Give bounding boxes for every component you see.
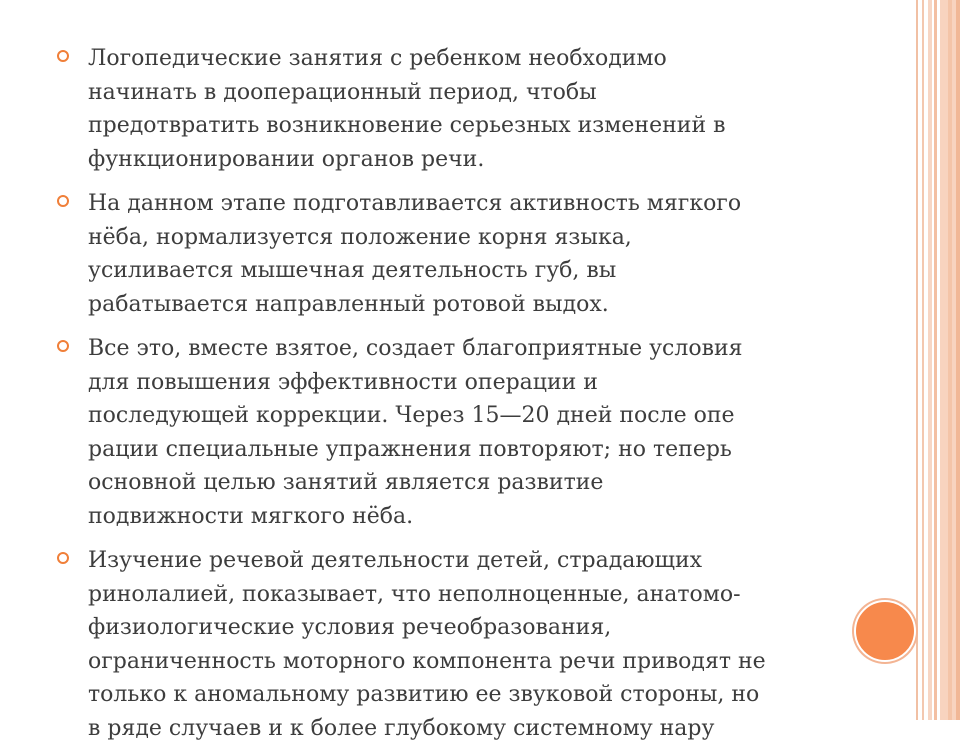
ring-bullet-icon	[57, 195, 69, 207]
ring-bullet-icon	[57, 552, 69, 564]
bullet-text-2	[88, 187, 837, 321]
bullet-line: начинать в дооперационный период, чтобы	[88, 79, 597, 105]
slide-content	[57, 42, 837, 756]
bullet-text-4	[88, 544, 837, 745]
stripe-3	[928, 0, 932, 720]
bullet-line: рабатывается направленный ротовой выдох.	[88, 291, 609, 317]
stripe-4	[934, 0, 937, 720]
bullet-list	[57, 42, 837, 745]
bullet-item-2	[57, 187, 837, 321]
stripe-2	[922, 0, 924, 720]
bullet-line: функционировании органов речи.	[88, 146, 485, 172]
ring-bullet-icon	[57, 340, 69, 352]
bullet-text-1	[88, 42, 837, 176]
bullet-line: нёба, нормализуется положение корня языка,	[88, 224, 632, 250]
bullet-line: усиливается мышечная деятельность губ, вы	[88, 258, 617, 283]
bullet-item-1	[57, 42, 837, 176]
bullet-line: основной целью занятий является развитие	[88, 470, 604, 495]
bullet-item-3	[57, 332, 837, 533]
bullet-item-4	[57, 544, 837, 745]
stripe-1	[916, 0, 918, 720]
bullet-line: только к аномальному развитию ее звуковой стороны, но	[88, 682, 760, 707]
stripe-6	[948, 0, 952, 720]
bullet-line: подвижности мягкого нёба.	[88, 503, 414, 529]
bullet-line: Изучение речевой деятельности детей, страдающих	[88, 548, 703, 573]
bullet-line: для повышения эффективности операции и	[88, 369, 598, 395]
bullet-line: предотвратить возникновение серьезных изменений в	[88, 113, 726, 138]
ring-bullet-icon	[57, 50, 69, 62]
bullet-line: ограниченность моторного компонента речи приводят не	[88, 648, 766, 674]
bullet-text-3	[88, 332, 837, 533]
bullet-line: физиологические условия речеобразования,	[88, 615, 612, 640]
right-decorative-stripes	[916, 0, 960, 720]
orange-circle-icon	[854, 600, 916, 662]
bullet-line: ринолалией, показывает, что неполноценные, анатомо-	[88, 581, 741, 607]
bullet-line: На данном этапе подготавливается активность мягкого	[88, 191, 742, 216]
bullet-line: в ряде случаев и к более глубокому системному нару	[88, 715, 715, 741]
stripe-7	[956, 0, 960, 720]
bullet-line: последующей коррекции. Через 15—20 дней после опе	[88, 403, 735, 428]
bullet-line: Все это, вместе взятое, создает благоприятные условия	[88, 336, 743, 361]
bullet-line: Логопедические занятия с ребенком необходимо	[88, 46, 667, 71]
bullet-line: рации специальные упражнения повторяют; но теперь	[88, 436, 732, 462]
